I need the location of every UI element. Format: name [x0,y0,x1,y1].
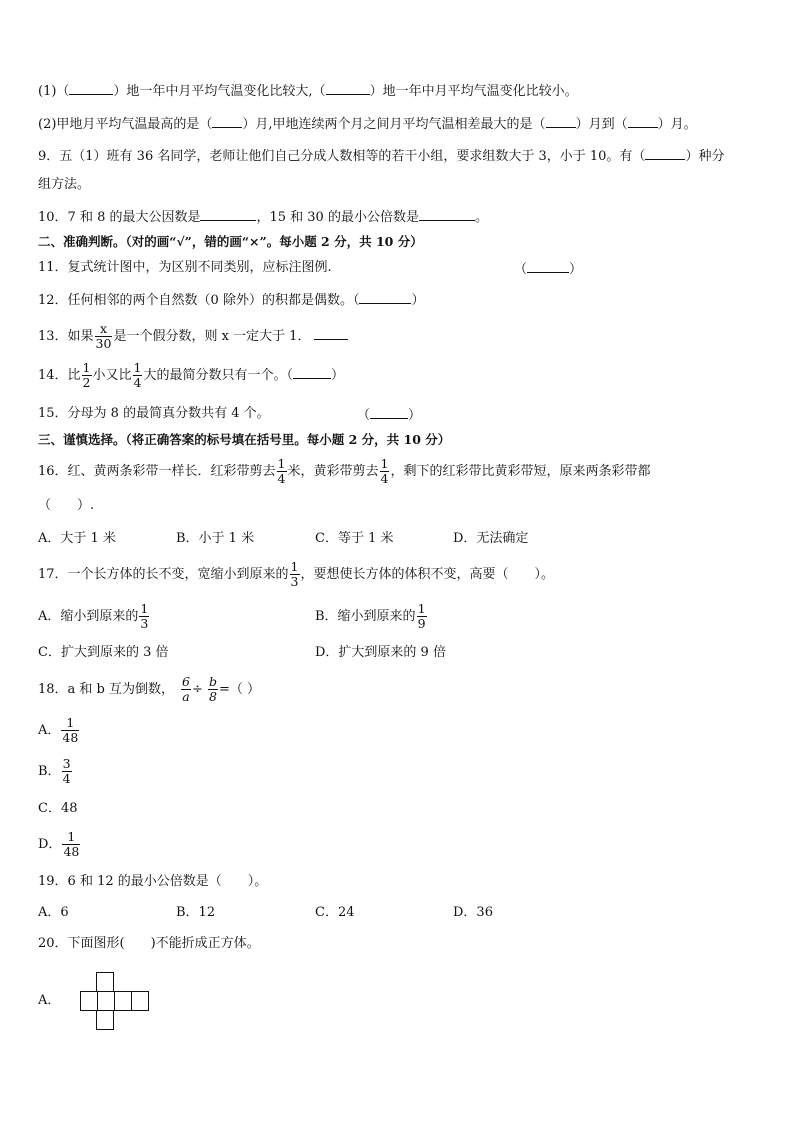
answer-blank[interactable] [293,364,331,379]
answer-blank[interactable] [628,113,658,128]
q8-part2: (2)甲地月平均气温最高的是（ ）月,甲地连续两个月之间月平均气温相差最大的是（ ）月到（ ）月。 [38,113,697,135]
q12: 12．任何相邻的两个自然数（0 除外）的积都是偶数。（ ） [38,289,424,311]
q9-line1: 9．五（1）班有 36 名同学，老师让他们自己分成人数相等的若干小组，要求组数大于 3，小于 10。有（ ）种分 [38,145,724,167]
net-square [132,992,149,1011]
fraction: $\frac{1}{3}$ [140,601,149,631]
answer-blank[interactable] [370,404,408,419]
fraction: $\frac{6}{a}$ [182,674,190,704]
q20-option-a-label[interactable]: A． [38,993,61,1008]
q8-part1: (1)（ ）地一年中月平均气温变化比较大,（ ）地一年中月平均气温变化比较小。 [38,80,578,102]
q18-option-d[interactable]: D． $\frac{1}{48}$ [38,829,80,859]
net-square [98,992,115,1011]
q18-option-a[interactable]: A． $\frac{1}{48}$ [38,715,79,745]
q17-option-a[interactable]: A．缩小到原来的 $\frac{1}{3}$ [38,601,149,631]
net-square [115,992,132,1011]
fraction: $\frac{1}{48}$ [63,829,80,859]
answer-blank[interactable] [645,145,685,160]
q18: 18．a 和 b 互为倒数， $\frac{6}{a}$ ÷ $\frac{b}{8}$ =（ ） [38,674,261,704]
q17: 17．一个长方体的长不变，宽缩小到原来的 $\frac{1}{3}$ ，要想使长方体的体积不变，高要（ ）。 [38,559,555,589]
q14: 14．比 $\frac{1}{2}$ 小又比 $\frac{1}{4}$ 大的最简分数只有一个。（ ） [38,360,344,390]
q9-line2: 组方法。 [38,177,91,192]
answer-blank[interactable] [359,289,411,304]
net-square [81,992,98,1011]
q16-option-d[interactable]: D．无法确定 [453,531,529,546]
fraction: $\frac{1}{4}$ [133,360,142,390]
q16-paren: （ ）. [38,498,95,513]
q16-option-a[interactable]: A．大于 1 米 [38,531,116,546]
section-2-heading: 二、准确判断。（对的画“√”，错的画“×”。每小题 2 分，共 10 分） [38,234,423,249]
fraction: $\frac{1}{4}$ [277,456,286,486]
q15-answer: （ ） [357,404,421,426]
q17-option-b[interactable]: B．缩小到原来的 $\frac{1}{9}$ [315,601,426,631]
fraction: $\frac{1}{48}$ [62,715,79,745]
q11: 11．复式统计图中，为区别不同类别，应标注图例. [38,260,332,275]
q17-option-d[interactable]: D．扩大到原来的 9 倍 [315,645,446,660]
q18-option-c[interactable]: C．48 [38,801,78,816]
q16: 16．红、黄两条彩带一样长．红彩带剪去 $\frac{1}{4}$ 米，黄彩带剪去 $\frac{1}{4}$ ，剩下的红彩带比黄彩带短，原来两条彩带都 [38,456,651,486]
answer-blank[interactable] [212,113,242,128]
q16-option-b[interactable]: B．小于 1 米 [176,531,255,546]
answer-blank[interactable] [419,206,475,221]
q16-option-c[interactable]: C．等于 1 米 [315,531,394,546]
fraction: $\frac{1}{3}$ [290,559,299,589]
q19-option-a[interactable]: A．6 [38,905,69,920]
q15: 15．分母为 8 的最简真分数共有 4 个。 [38,406,270,421]
fraction: $\frac{b}{8}$ [209,674,218,704]
fraction: $\frac{1}{4}$ [380,456,389,486]
fraction: $\frac{1}{9}$ [417,601,426,631]
q10: 10．7 和 8 的最大公因数是 ，15 和 30 的最小公倍数是 。 [38,206,488,228]
net-square [97,973,114,992]
q19-option-b[interactable]: B．12 [176,905,216,920]
fraction: $\frac{1}{2}$ [82,360,91,390]
q17-option-c[interactable]: C．扩大到原来的 3 倍 [38,645,169,660]
q19: 19．6 和 12 的最小公倍数是（ ）。 [38,874,268,889]
q19-option-d[interactable]: D．36 [453,905,493,920]
answer-blank[interactable] [314,325,348,340]
fraction: $\frac{x}{30}$ [95,321,112,351]
fraction: $\frac{3}{4}$ [62,756,71,786]
answer-blank[interactable] [326,80,370,95]
answer-blank[interactable] [546,113,576,128]
q19-option-c[interactable]: C．24 [315,905,355,920]
q18-option-b[interactable]: B． $\frac{3}{4}$ [38,756,71,786]
answer-blank[interactable] [69,80,113,95]
q11-answer: （ ） [514,258,582,280]
q20: 20．下面图形( )不能折成正方体。 [38,936,260,951]
cube-net-figure-a [80,972,152,1030]
section-3-heading: 三、谨慎选择。（将正确答案的标号填在括号里。每小题 2 分，共 10 分） [38,432,451,447]
answer-blank[interactable] [527,258,569,273]
q13: 13．如果 $\frac{x}{30}$ 是一个假分数，则 x 一定大于 1． [38,320,348,354]
net-square [97,1011,114,1030]
answer-blank[interactable] [200,206,256,221]
